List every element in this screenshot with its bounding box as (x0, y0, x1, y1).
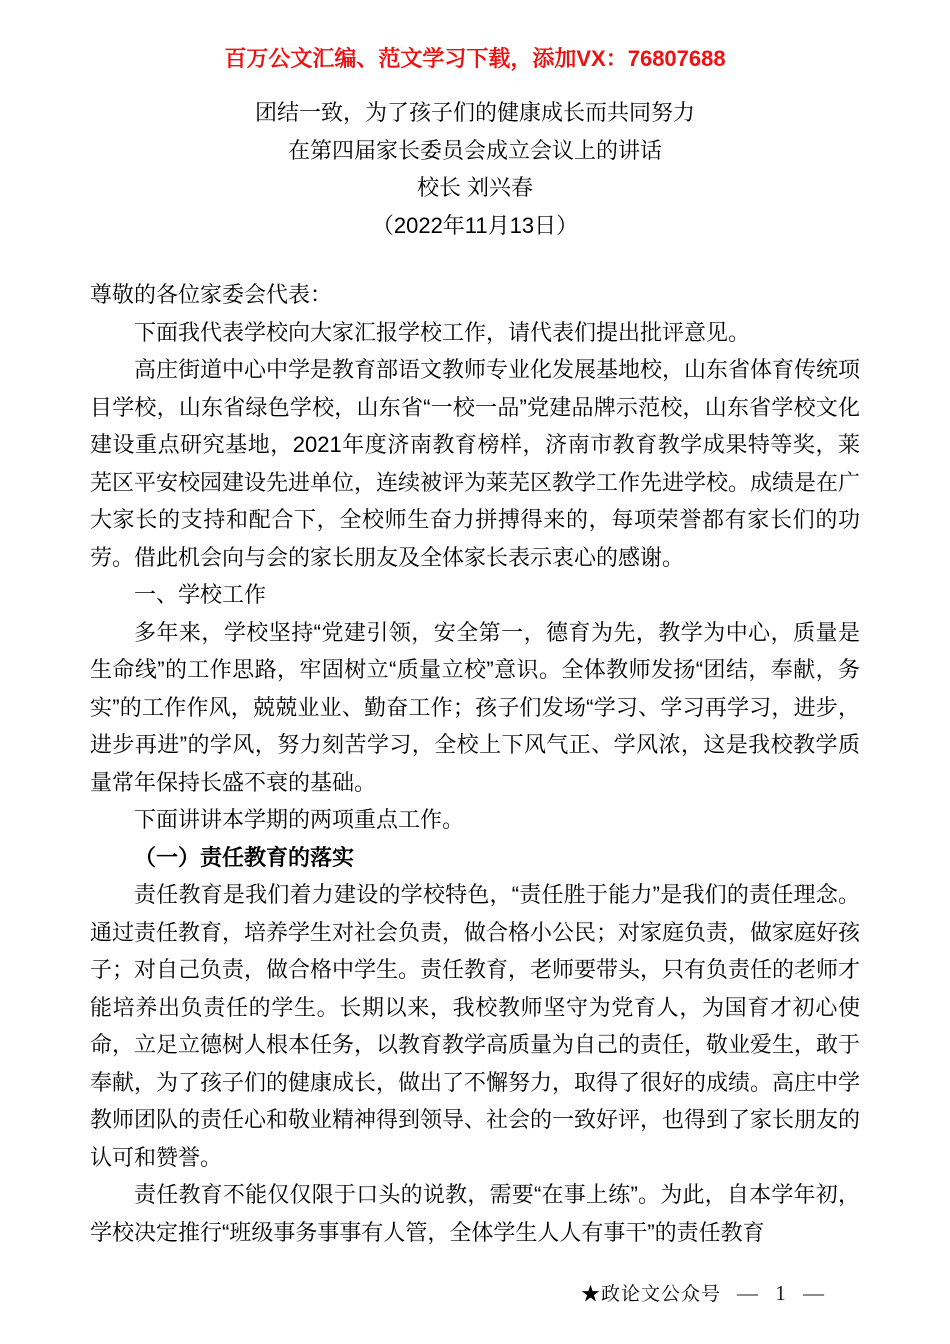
paragraph-practice: 责任教育不能仅仅限于口头的说教，需要“在事上练”。为此，自本学年初，学校决定推行“班级事务事事有人管，全体学生人人有事干”的责任教育 (90, 1182, 860, 1245)
page-footer (581, 1281, 830, 1307)
salutation: 尊敬的各位家委会代表： (90, 282, 333, 307)
document-body (90, 276, 860, 1251)
speaker-name: 校长 刘兴春 (416, 175, 534, 200)
section-heading-school-work: 一、学校工作 (134, 582, 267, 607)
document-subtitle: 在第四届家长委员会成立会议上的讲话 (287, 137, 662, 163)
paragraph-intro: 下面我代表学校向大家汇报学校工作，请代表们提出批评意见。 (134, 319, 751, 345)
paragraph-school-honors: 高庄街道中心中学是教育部语文教师专业化发展基地校，山东省体育传统项目学校，山东省绿色学校，山东省“一校一品”党建品牌示范校，山东省学校文化建设重点研究基地，2021年度济南教育榜样，济南市教育教学成果特等奖，莱芜区平安校园建设先进单位，连续被评为莱芜区教学工作先进学校。成绩是在广大家长的支持和配合下，全校师生奋力拼搏得来的，每项荣誉都有家长们的功劳。借此机会向与会的家长朋友及全体家长表示衷心的感谢。 (90, 357, 861, 570)
document-title: 团结一致，为了孩子们的健康成长而共同努力 (254, 100, 695, 125)
footer-brand: ★政论文公众号 (580, 1284, 721, 1305)
page-number: — 1 — (737, 1281, 830, 1305)
paragraph-two-key-tasks: 下面讲讲本学期的两项重点工作。 (134, 807, 465, 832)
promo-notice: 百万公文汇编、范文学习下载，添加VX：76807688 (224, 46, 726, 71)
sub-heading-responsibility-education: （一）责任教育的落实 (134, 844, 355, 870)
paragraph-responsibility-education: 责任教育是我们着力建设的学校特色，“责任胜于能力”是我们的责任理念。通过责任教育，培养学生对社会负责，做合格小公民；对家庭负责，做家庭好孩子；对自己负责，做合格中学生。责任教育，老师要带头，只有负责任的老师才能培养出负责任的学生。长期以来，我校教师坚守为党育人，为国育才初心使命，立足立德树人根本任务，以教育教学高质量为自己的责任，敬业爱生，敢于奉献，为了孩子们的健康成长，做出了不懈努力，取得了很好的成绩。高庄中学教师团队的责任心和敬业精神得到领导、社会的一致好评，也得到了家长朋友的认可和赞誉。 (90, 882, 861, 1170)
paragraph-work-philosophy: 多年来，学校坚持“党建引领，安全第一，德育为先，教学为中心，质量是生命线”的工作思路，牢固树立“质量立校”意识。全体教师发扬“团结，奉献，务实”的工作作风，兢兢业业、勤奋工作；孩子们发场“学习、学习再学习，进步，进步再进”的学风，努力刻苦学习，全校上下风气正、学风浓，这是我校教学质量常年保持长盛不衰的基础。 (90, 619, 860, 795)
title-block (0, 94, 950, 244)
speech-date: （2022年11月13日） (371, 212, 579, 238)
